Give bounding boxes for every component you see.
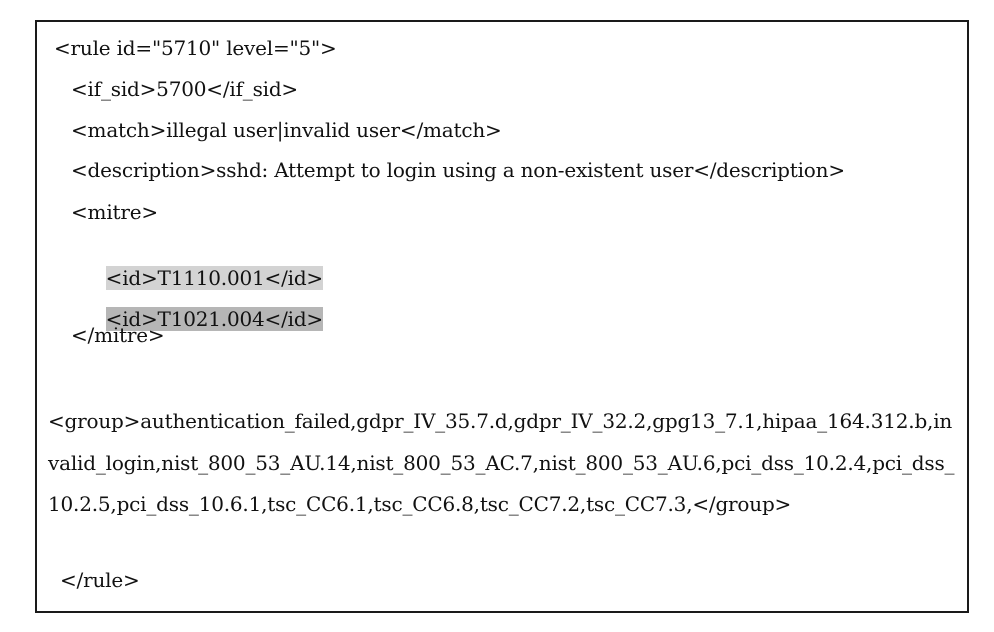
- match-line: <match>illegal user|invalid user</match>: [71, 118, 502, 142]
- rule-open-line: <rule id="5710" level="5">: [54, 36, 337, 60]
- mitre-id-highlight-1: <id>T1110.001</id>: [105, 266, 323, 290]
- rule-close-line: </rule>: [60, 568, 140, 592]
- if-sid-line: <if_sid>5700</if_sid>: [71, 77, 298, 101]
- mitre-open-line: <mitre>: [71, 200, 158, 224]
- mitre-id-highlight-2: <id>T1021.004</id>: [105, 307, 323, 331]
- description-line: <description>sshd: Attempt to login using a non-existent user</description>: [71, 158, 845, 182]
- group-line: <group>authentication_failed,gdpr_IV_35.7.d,gdpr_IV_32.2,gpg13_7.1,hipaa_164.312.b,invalid_login,nist_800_53_AU.14,nist_800_53_AC.7,nist_800_53_AU.6,pci_dss_10.2.4,pci_dss_10.2.5,pci_dss_10.6.1,tsc_CC6.1,tsc_CC6.8,tsc_CC7.2,tsc_CC7.3,</group>: [48, 409, 955, 516]
- xml-rule-document: [35, 20, 969, 613]
- mitre-close-line: </mitre>: [71, 323, 165, 347]
